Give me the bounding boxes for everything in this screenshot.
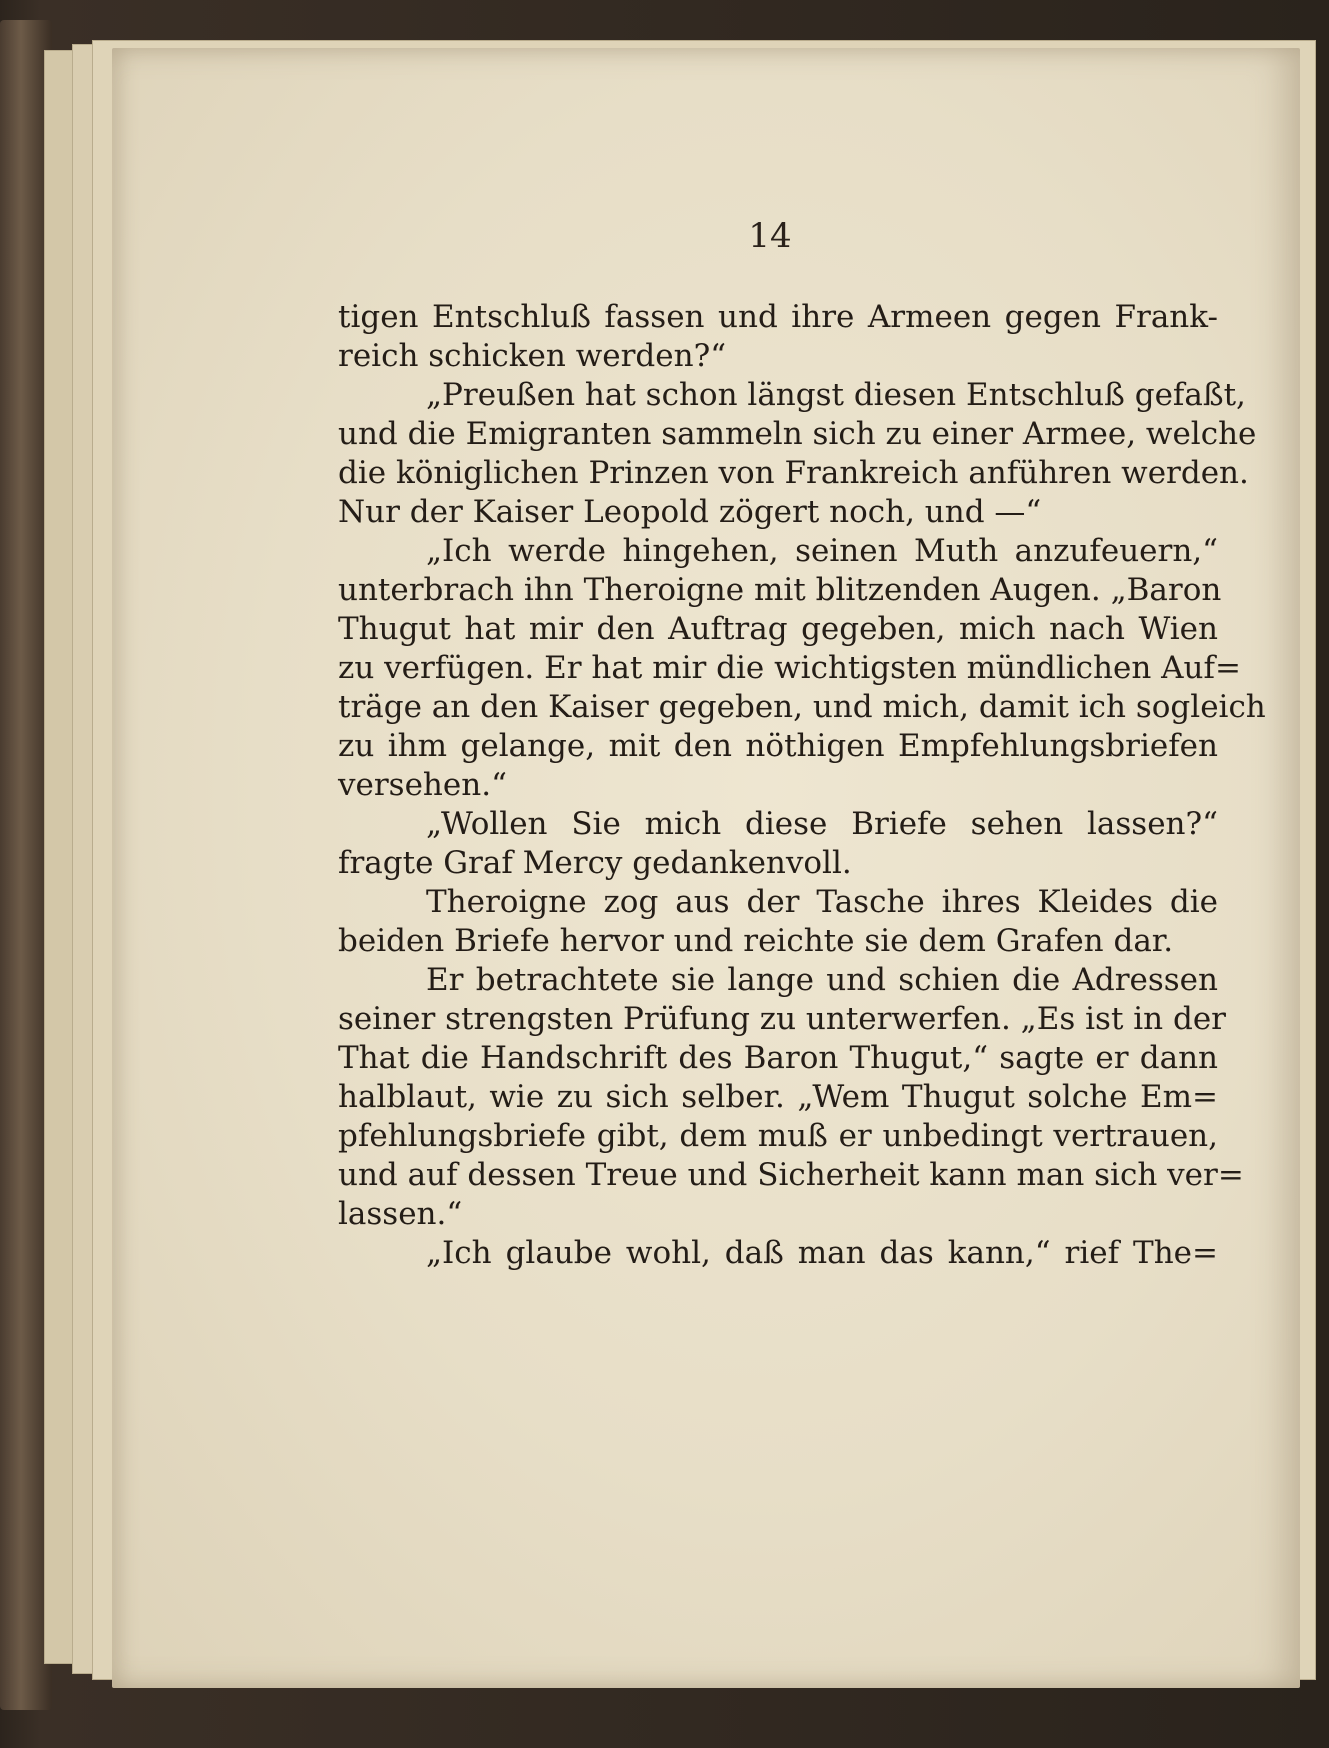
text-line: fragte Graf Mercy gedankenvoll.	[338, 845, 852, 881]
text-line: und die Emigranten sammeln sich zu einer Armee, welche	[338, 416, 1257, 452]
text-line: pfehlungsbriefe gibt, dem muß er unbedingt vertrauen,	[338, 1118, 1218, 1154]
text-line: Er betrachtete sie lange und schien die Adressen	[426, 962, 1218, 998]
text-line: „Wollen Sie mich diese Briefe sehen lassen?“	[426, 806, 1218, 842]
text-line: That die Handschrift des Baron Thugut,“ sagte er dann	[338, 1040, 1218, 1076]
page-number: 14	[748, 216, 792, 256]
text-line: beiden Briefe hervor und reichte sie dem Grafen dar.	[338, 923, 1174, 959]
text-line: träge an den Kaiser gegeben, und mich, damit ich sogleich	[338, 689, 1266, 725]
text-line: unterbrach ihn Theroigne mit blitzenden Augen. „Baron	[338, 572, 1222, 608]
text-line: tigen Entschluß fassen und ihre Armeen gegen Frank-	[338, 299, 1218, 335]
text-line: versehen.“	[338, 767, 507, 803]
text-line: die königlichen Prinzen von Frankreich anführen werden.	[338, 455, 1249, 491]
text-line: reich schicken werden?“	[338, 338, 727, 374]
text-line: Theroigne zog aus der Tasche ihres Kleides die	[426, 884, 1218, 920]
text-line: „Ich glaube wohl, daß man das kann,“ rief The=	[426, 1235, 1218, 1271]
text-line: zu verfügen. Er hat mir die wichtigsten mündlichen Auf=	[338, 650, 1241, 686]
text-line: zu ihm gelange, mit den nöthigen Empfehlungsbriefen	[338, 728, 1218, 764]
text-line: „Preußen hat schon längst diesen Entschluß gefaßt,	[426, 377, 1246, 413]
text-line: Nur der Kaiser Leopold zögert noch, und —“	[338, 494, 1042, 530]
text-line: Thugut hat mir den Auftrag gegeben, mich nach Wien	[338, 611, 1218, 647]
text-line: lassen.“	[338, 1196, 463, 1232]
body-text	[338, 298, 1266, 1273]
text-line: seiner strengsten Prüfung zu unterwerfen. „Es ist in der	[338, 1001, 1226, 1037]
text-line: „Ich werde hingehen, seinen Muth anzufeuern,“	[426, 533, 1218, 569]
text-line: und auf dessen Treue und Sicherheit kann man sich ver=	[338, 1157, 1244, 1193]
text-line: halblaut, wie zu sich selber. „Wem Thugut solche Em=	[338, 1079, 1218, 1115]
